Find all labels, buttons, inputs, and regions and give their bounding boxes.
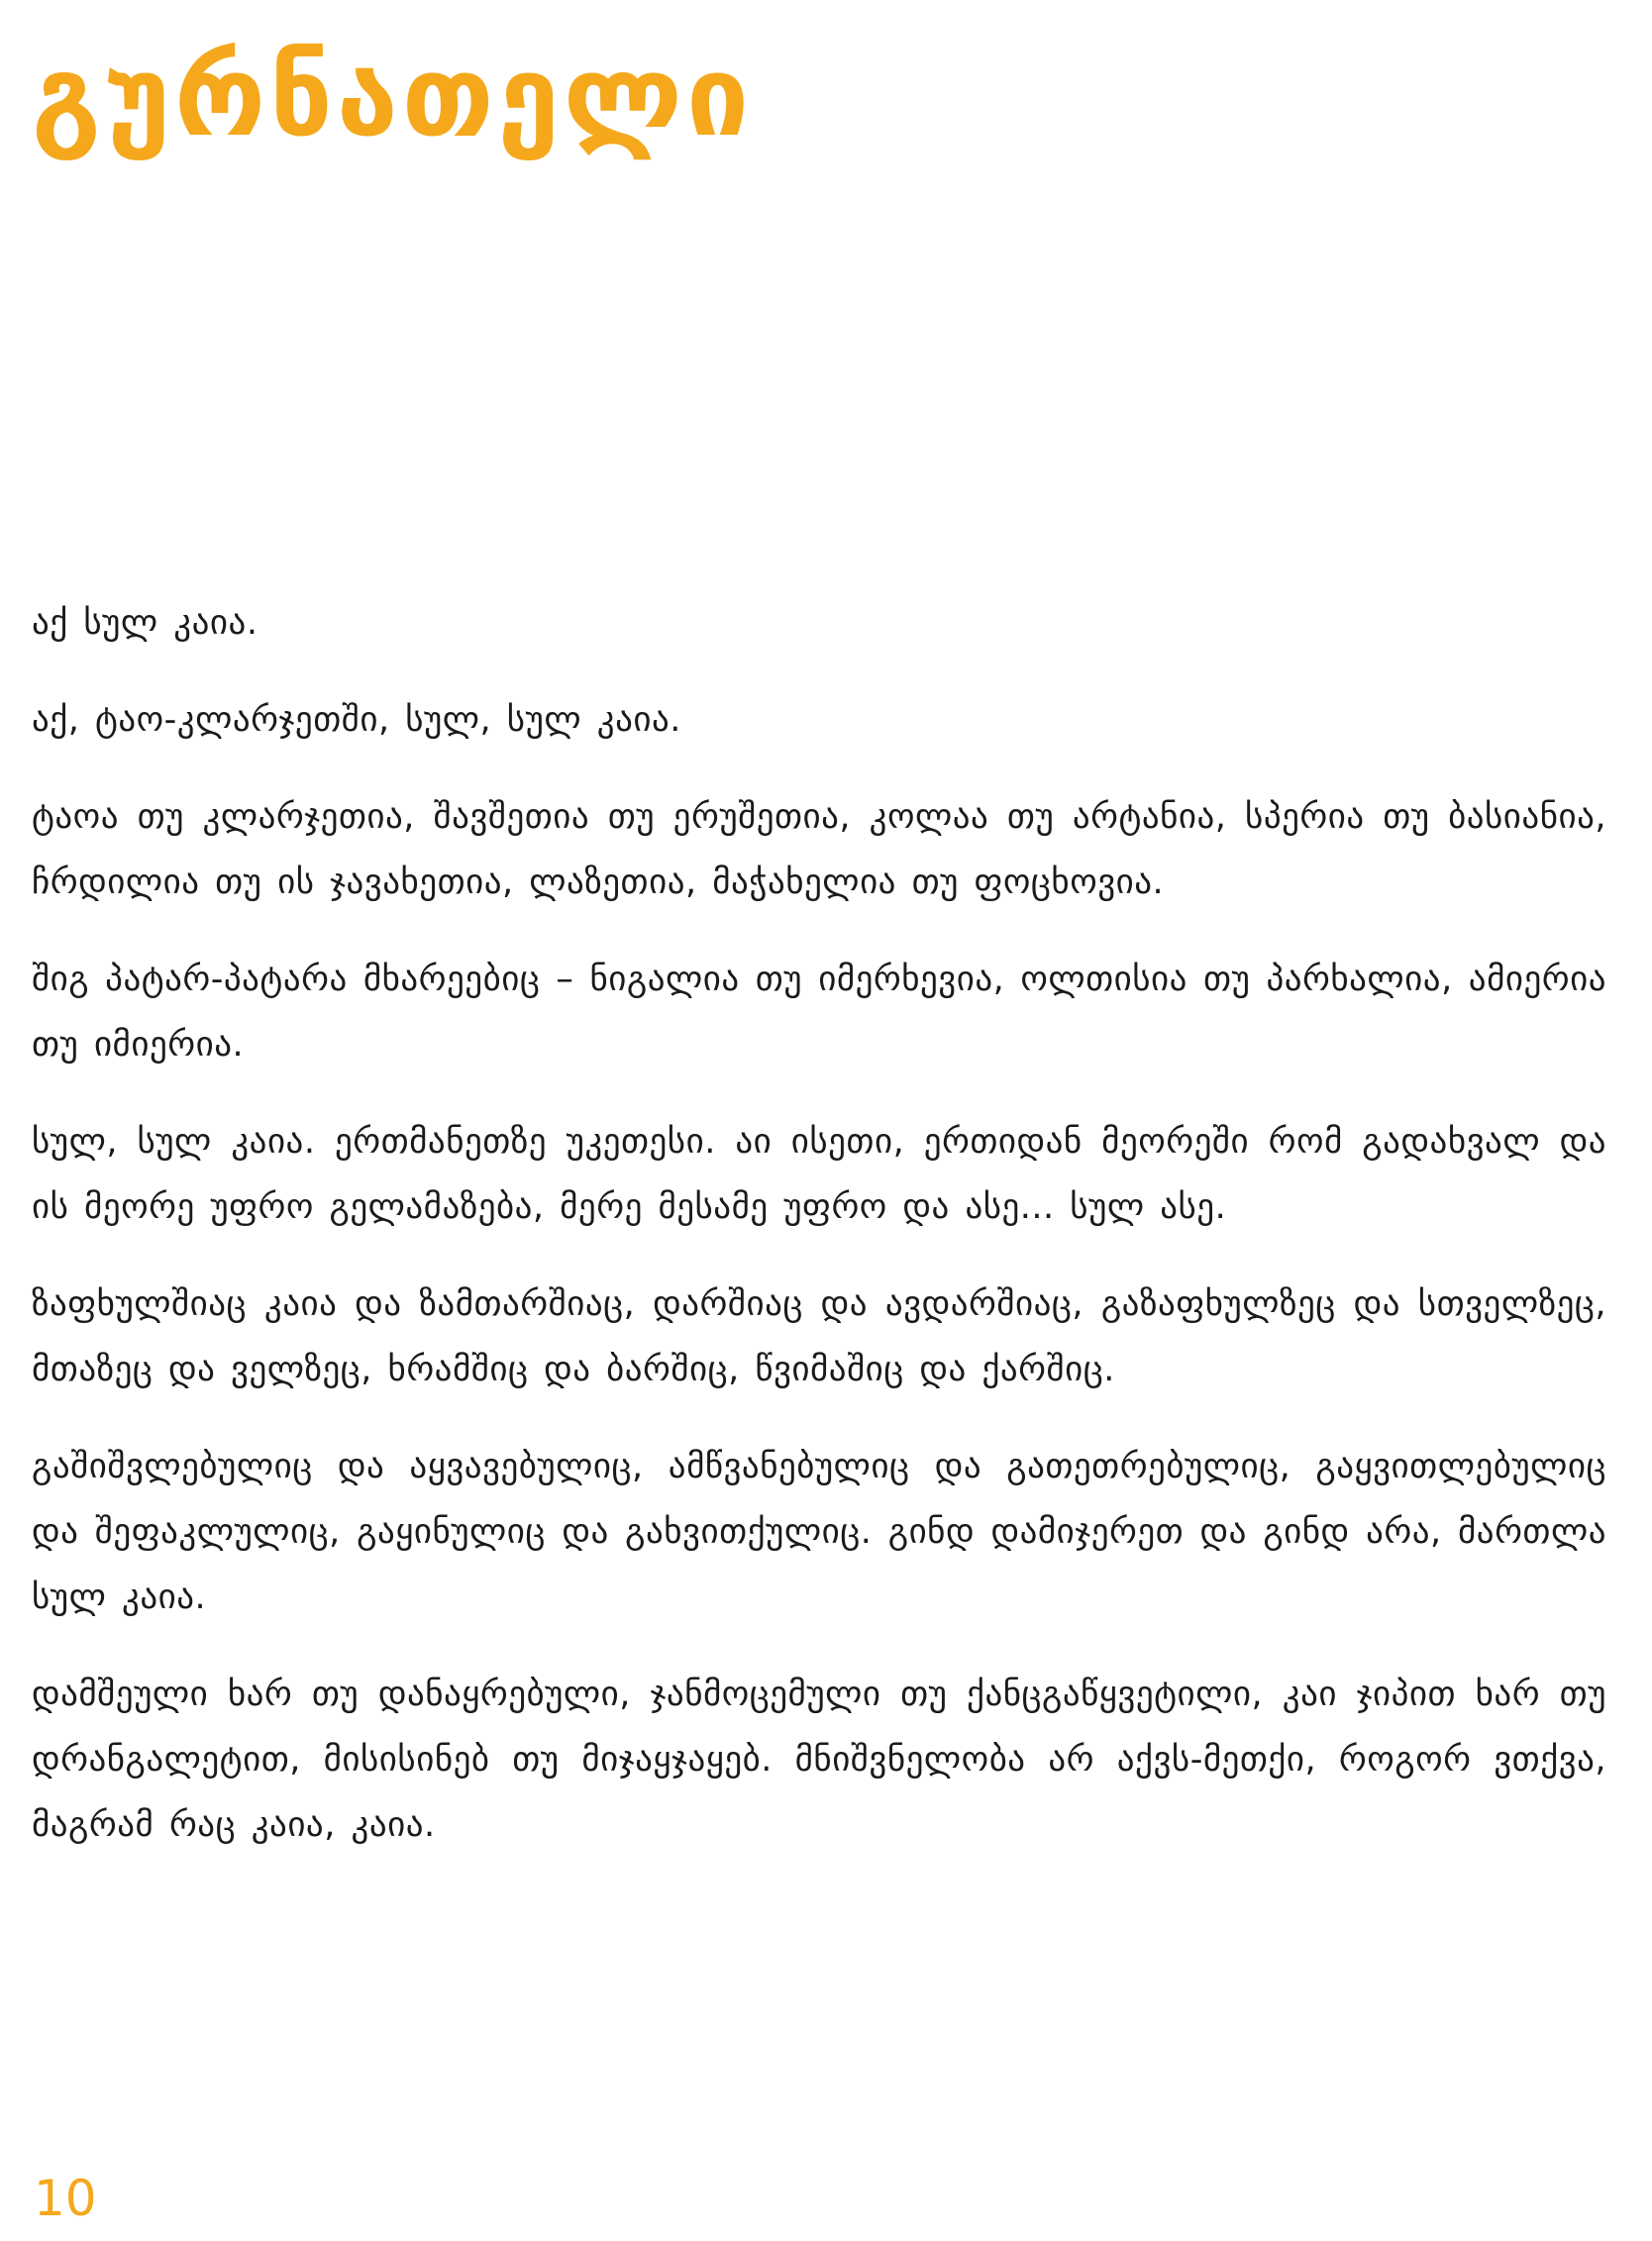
paragraph-7: გაშიშვლებულიც და აყვავებულიც, ამწვანებულიც და გათეთრებულიც, გაყვითლებულიც და შეფაკლულიც, გაყინულიც და გახვითქულიც. გინდ დამიჯერეთ და გინდ არა, მართლა სულ კაია. — [32, 1447, 1606, 1617]
paragraph-4: შიგ პატარ-პატარა მხარეებიც – ნიგალია თუ იმერხევია, ოლთისია თუ პარხალია, ამიერია თუ იმიერია. — [32, 960, 1606, 1065]
paragraph-3: ტაოა თუ კლარჯეთია, შავშეთია თუ ერუშეთია, კოლაა თუ არტანია, სპერია თუ ბასიანია, ჩრდილია თუ ის ჯავახეთია, ლაზეთია, მაჭახელია თუ ფოცხოვია. — [32, 797, 1606, 902]
page-title: გურნათელი — [32, 33, 754, 161]
body-text — [32, 590, 1606, 1889]
paragraph-2: აქ, ტაო-კლარჯეთში, სულ, სულ კაია. — [32, 700, 681, 740]
page-number: 10 — [34, 2170, 97, 2227]
paragraph-8: დამშეული ხარ თუ დანაყრებული, ჯანმოცემული თუ ქანცგაწყვეტილი, კაი ჯიპით ხარ თუ დრანგალეტით, მისისინებ თუ მიჯაყჯაყებ. მნიშვნელობა არ აქვს-მეთქი, როგორ ვთქვა, მაგრამ რაც კაია, კაია. — [32, 1675, 1606, 1845]
paragraph-6: ზაფხულშიაც კაია და ზამთარშიაც, დარშიაც და ავდარშიაც, გაზაფხულზეც და სთველზეც, მთაზეც და ველზეც, ხრამშიც და ბარშიც, წვიმაშიც და ქარშიც. — [32, 1284, 1606, 1389]
paragraph-1: აქ სულ კაია. — [32, 603, 258, 643]
paragraph-5: სულ, სულ კაია. ერთმანეთზე უკეთესი. აი ისეთი, ერთიდან მეორეში რომ გადახვალ და ის მეორე უფრო გელამაზება, მერე მესამე უფრო და ასე... სულ ასე. — [32, 1122, 1606, 1227]
